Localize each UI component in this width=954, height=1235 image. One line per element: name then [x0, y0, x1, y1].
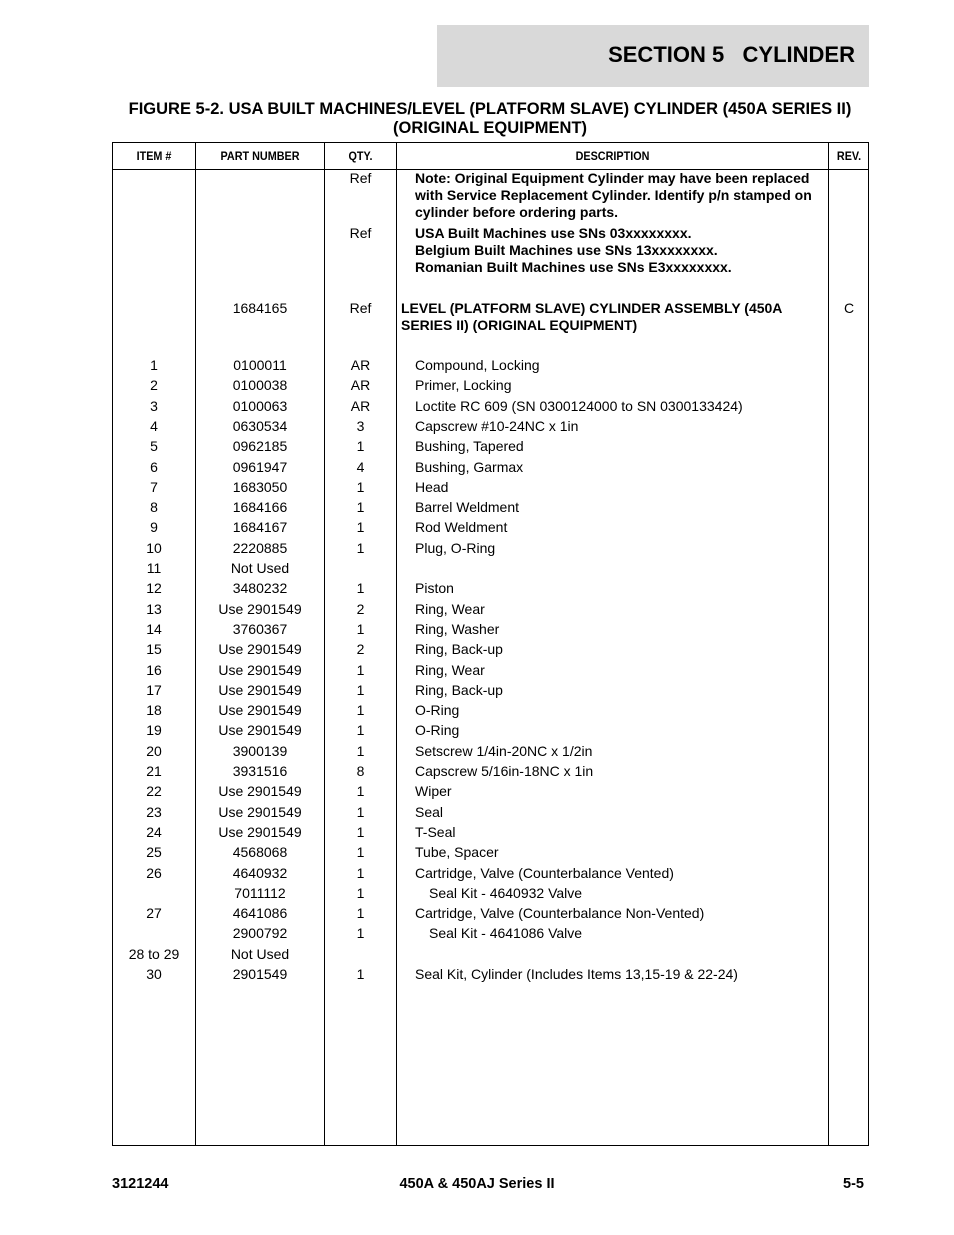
item-number: 14: [146, 621, 162, 637]
quantity: 2: [356, 641, 365, 657]
part-number: 2900792: [232, 925, 288, 941]
item-number: 2: [150, 377, 158, 393]
note-line: Romanian Built Machines use SNs E3xxxxxxxx.: [415, 259, 732, 275]
quantity: 1: [356, 966, 365, 982]
part-number: Use 2901549: [218, 682, 302, 698]
item-number: 22: [146, 783, 162, 799]
item-number: 19: [146, 722, 162, 738]
part-number: 4640932: [232, 865, 288, 881]
item-number: 25: [146, 844, 162, 860]
quantity: AR: [350, 377, 371, 393]
description: Cartridge, Valve (Counterbalance Non-Vented): [415, 905, 705, 921]
item-number: 17: [146, 682, 162, 698]
quantity: 1: [356, 499, 365, 515]
part-number: Use 2901549: [218, 722, 302, 738]
quantity: 1: [356, 925, 365, 941]
quantity: 1: [356, 580, 365, 596]
description: Ring, Wear: [415, 662, 485, 678]
part-number: 0630534: [232, 418, 288, 434]
description: Capscrew #10-24NC x 1in: [415, 418, 579, 434]
part-number: 3900139: [232, 743, 288, 759]
column-divider: [828, 143, 829, 1145]
header-item: ITEM #: [136, 149, 172, 163]
quantity: 2: [356, 601, 365, 617]
section-banner: [437, 25, 869, 87]
part-number: Not Used: [230, 946, 290, 962]
part-number: 4641086: [232, 905, 288, 921]
description: Cartridge, Valve (Counterbalance Vented): [415, 865, 674, 881]
quantity: 1: [356, 662, 365, 678]
quantity: 1: [356, 885, 365, 901]
part-number: 1684167: [232, 519, 288, 535]
description: Wiper: [415, 783, 452, 799]
part-number: Use 2901549: [218, 804, 302, 820]
part-number: 1683050: [232, 479, 288, 495]
quantity: AR: [350, 357, 371, 373]
item-number: 27: [146, 905, 162, 921]
note-line: Belgium Built Machines use SNs 13xxxxxxxx.: [415, 242, 718, 258]
item-number: 13: [146, 601, 162, 617]
item-number: 15: [146, 641, 162, 657]
item-number: 7: [150, 479, 158, 495]
quantity: 1: [356, 804, 365, 820]
description: Seal: [415, 804, 444, 820]
quantity: 1: [356, 438, 365, 454]
note-line: USA Built Machines use SNs 03xxxxxxxx.: [415, 225, 692, 241]
quantity: 1: [356, 824, 365, 840]
part-number: 0961947: [232, 459, 288, 475]
description: Bushing, Garmax: [415, 459, 524, 475]
column-divider: [396, 143, 397, 1145]
note-qty: Ref: [349, 225, 372, 241]
item-number: 4: [150, 418, 158, 434]
description: Ring, Wear: [415, 601, 485, 617]
quantity: 1: [356, 702, 365, 718]
note-line: Note: Original Equipment Cylinder may have been replaced: [415, 170, 810, 186]
quantity: 1: [356, 722, 365, 738]
description: Rod Weldment: [415, 519, 508, 535]
quantity: 1: [356, 519, 365, 535]
item-number: 20: [146, 743, 162, 759]
item-number: 21: [146, 763, 162, 779]
description: O-Ring: [415, 722, 460, 738]
part-number: Not Used: [230, 560, 290, 576]
item-number: 23: [146, 804, 162, 820]
description: Bushing, Tapered: [415, 438, 524, 454]
description: Piston: [415, 580, 454, 596]
part-number: 0962185: [232, 438, 288, 454]
part-number: 3760367: [232, 621, 288, 637]
section-title: SECTION 5 CYLINDER: [608, 42, 855, 67]
part-number: Use 2901549: [218, 783, 302, 799]
part-number: 2901549: [232, 966, 288, 982]
description: Barrel Weldment: [415, 499, 520, 515]
description: Seal Kit - 4641086 Valve: [429, 925, 583, 941]
part-number: 4568068: [232, 844, 288, 860]
parts-table: [112, 142, 869, 1146]
description: Ring, Back-up: [415, 641, 503, 657]
quantity: 1: [356, 783, 365, 799]
header-qty: QTY.: [348, 149, 373, 163]
item-number: 11: [146, 560, 162, 576]
description: T-Seal: [415, 824, 456, 840]
assembly-description: LEVEL (PLATFORM SLAVE) CYLINDER ASSEMBLY (450A: [401, 300, 783, 316]
part-number: 0100011: [233, 357, 287, 373]
description: Head: [415, 479, 449, 495]
quantity: 1: [356, 844, 365, 860]
item-number: 1: [150, 357, 158, 373]
footer-page-number: 5-5: [843, 1176, 864, 1192]
note-line: with Service Replacement Cylinder. Identify p/n stamped on: [415, 187, 812, 203]
item-number: 16: [146, 662, 162, 678]
assembly-description: SERIES II) (ORIGINAL EQUIPMENT): [401, 317, 638, 333]
part-number: Use 2901549: [218, 601, 302, 617]
part-number: 2220885: [232, 540, 288, 556]
item-number: 28 to 29: [128, 946, 180, 962]
description: O-Ring: [415, 702, 460, 718]
quantity: 1: [356, 621, 365, 637]
item-number: 12: [146, 580, 162, 596]
header-part-number: PART NUMBER: [220, 149, 300, 163]
note-line: cylinder before ordering parts.: [415, 204, 619, 220]
part-number: 0100063: [232, 398, 288, 414]
item-number: 5: [150, 438, 158, 454]
description: Ring, Washer: [415, 621, 500, 637]
note-qty: Ref: [349, 170, 372, 186]
figure-title-line2: (ORIGINAL EQUIPMENT): [392, 119, 588, 137]
item-number: 18: [146, 702, 162, 718]
quantity: 3: [356, 418, 365, 434]
part-number: 7011112: [234, 885, 286, 901]
description: Plug, O-Ring: [415, 540, 496, 556]
description: Loctite RC 609 (SN 0300124000 to SN 0300133424): [415, 398, 743, 414]
header-rev: REV.: [836, 149, 862, 163]
description: Seal Kit, Cylinder (Includes Items 13,15-19 & 22-24): [415, 966, 738, 982]
item-number: 3: [150, 398, 158, 414]
figure-title-line1: FIGURE 5-2. USA BUILT MACHINES/LEVEL (PLATFORM SLAVE) CYLINDER (450A SERIES II): [128, 100, 852, 118]
quantity: 1: [356, 865, 365, 881]
part-number: 3480232: [232, 580, 288, 596]
part-number: Use 2901549: [218, 662, 302, 678]
item-number: 26: [146, 865, 162, 881]
quantity: 1: [356, 743, 365, 759]
part-number: Use 2901549: [218, 824, 302, 840]
description: Compound, Locking: [415, 357, 540, 373]
quantity: 1: [356, 540, 365, 556]
footer-model: 450A & 450AJ Series II: [399, 1176, 555, 1192]
part-number: Use 2901549: [218, 641, 302, 657]
assembly-qty: Ref: [349, 300, 372, 316]
description: Ring, Back-up: [415, 682, 503, 698]
quantity: 1: [356, 479, 365, 495]
quantity: 1: [356, 905, 365, 921]
quantity: 1: [356, 682, 365, 698]
part-number: 0100038: [232, 377, 288, 393]
header-description: DESCRIPTION: [575, 149, 650, 163]
item-number: 9: [150, 519, 158, 535]
description: Setscrew 1/4in-20NC x 1/2in: [415, 743, 593, 759]
description: Seal Kit - 4640932 Valve: [429, 885, 583, 901]
description: Capscrew 5/16in-18NC x 1in: [415, 763, 594, 779]
quantity: AR: [350, 398, 371, 414]
assembly-part-number: 1684165: [232, 300, 288, 316]
description: Primer, Locking: [415, 377, 512, 393]
part-number: Use 2901549: [218, 702, 302, 718]
item-number: 10: [146, 540, 162, 556]
quantity: 4: [356, 459, 365, 475]
figure-title: [100, 100, 880, 138]
part-number: 1684166: [232, 499, 288, 515]
description: Tube, Spacer: [415, 844, 499, 860]
footer-doc-number: 3121244: [112, 1176, 169, 1192]
part-number: 3931516: [232, 763, 288, 779]
item-number: 8: [150, 499, 158, 515]
item-number: 24: [146, 824, 162, 840]
item-number: 30: [146, 966, 162, 982]
assembly-rev: C: [843, 300, 855, 316]
item-number: 6: [150, 459, 158, 475]
quantity: 8: [356, 763, 365, 779]
